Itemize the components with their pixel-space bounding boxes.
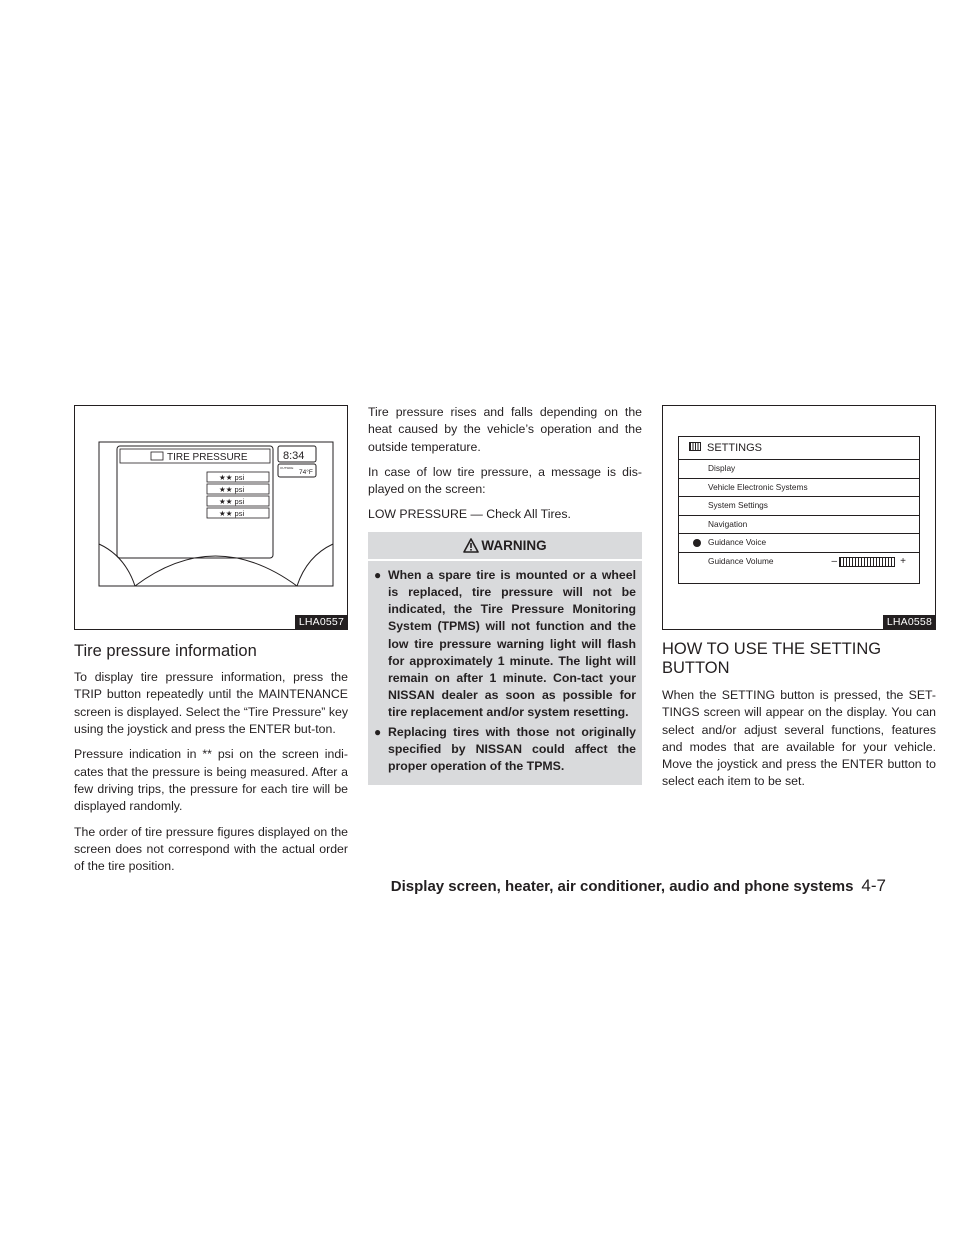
section-heading: Tire pressure information [74, 642, 257, 660]
clock-readout: 8:34 [283, 450, 305, 462]
paragraph: Pressure indication in ** psi on the screen indi-cates that the pressure is being measured. After a few driving trips, the pressure for each tire will be displayed randomly. [74, 747, 348, 814]
warning-triangle-icon [463, 538, 479, 553]
volume-bar [839, 557, 895, 567]
psi-row-label: ★★ psi [219, 497, 245, 506]
column-right [662, 405, 936, 799]
paragraph: The order of tire pressure figures displayed on the screen does not correspond with the actual order of the tire position. [74, 824, 348, 874]
settings-menu-item [679, 553, 919, 571]
tire-pressure-figure [74, 405, 348, 630]
warning-item-text: When a spare tire is mounted or a wheel is replaced, tire pressure will not be indicated, the Tire Pressure Monitoring System (TPMS) will not function and the low tire pressure warning light will flash for approximately 1 minute. The light will remain on after 1 minute. Con-tact your NISSAN dealer as soon as possible for tire replacement and/or system resetting. [388, 567, 636, 720]
settings-menu-item-label: Guidance Volume [708, 555, 774, 566]
page-number: 4-7 [861, 876, 886, 895]
figure-label: LHA0557 [295, 615, 347, 629]
settings-screen-title [679, 437, 919, 460]
settings-menu-item [679, 497, 919, 516]
warning-item [374, 724, 636, 776]
warning-header [368, 532, 642, 561]
paragraph: When the SETTING button is pressed, the SET-TINGS screen will appear on the display. You can select and/or adjust several functions, features and modes that are available for your vehicle. Move the joystick and press the ENTER button to select each item to be set. [662, 688, 936, 789]
page-footer [0, 876, 960, 896]
column-left [74, 405, 348, 883]
settings-screen-illustration [678, 436, 920, 584]
paragraph: In case of low tire pressure, a message is dis-played on the screen: [368, 464, 642, 497]
outside-label: OUTSIDE [280, 466, 294, 470]
warning-title: WARNING [481, 537, 547, 553]
settings-menu-item [679, 479, 919, 498]
settings-menu-item-label: Guidance Voice [708, 537, 767, 548]
warning-item [374, 567, 636, 722]
settings-menu-item-label: Vehicle Electronic Systems [708, 481, 808, 492]
paragraph: To display tire pressure information, press the TRIP button repeatedly until the MAINTENANCE screen is displayed. Select the “Tire Pressure” key using the joystick and press the ENTER but-ton. [74, 670, 348, 737]
settings-menu-item [679, 460, 919, 479]
tire-pressure-screen-illustration [75, 406, 347, 629]
footer-title: Display screen, heater, air conditioner, audio and phone systems [390, 878, 854, 895]
tire-pressure-screen-title: TIRE PRESSURE [167, 452, 248, 463]
bullet: ● [374, 724, 382, 739]
warning-item-text: Replacing tires with those not originally specified by NISSAN could affect the proper operation of the TPMS. [388, 724, 636, 774]
warning-box [368, 532, 642, 785]
paragraph: Tire pressure rises and falls depending on the heat caused by the vehicle’s operation and the outside temperature. [368, 405, 642, 454]
radio-dot-icon [693, 539, 701, 547]
keyboard-icon [689, 442, 701, 451]
psi-row-label: ★★ psi [219, 473, 245, 482]
settings-menu-item [679, 534, 919, 553]
settings-menu-item-label: System Settings [708, 500, 768, 511]
paragraph: LOW PRESSURE — Check All Tires. [368, 507, 571, 522]
psi-row-label: ★★ psi [219, 509, 245, 518]
settings-menu-item-label: Navigation [708, 518, 748, 529]
section-heading: HOW TO USE THE SETTING BUTTON [662, 640, 882, 677]
column-middle [368, 404, 642, 785]
settings-figure [662, 405, 936, 630]
temperature-readout: 74°F [299, 469, 313, 476]
figure-label: LHA0558 [883, 615, 935, 629]
volume-minus: – [831, 555, 837, 567]
psi-row-label: ★★ psi [219, 485, 245, 494]
settings-menu-item [679, 516, 919, 535]
settings-menu-item-label: Display [708, 463, 736, 473]
settings-title-text: SETTINGS [707, 442, 763, 454]
volume-plus: + [900, 555, 906, 567]
bullet: ● [374, 567, 382, 582]
